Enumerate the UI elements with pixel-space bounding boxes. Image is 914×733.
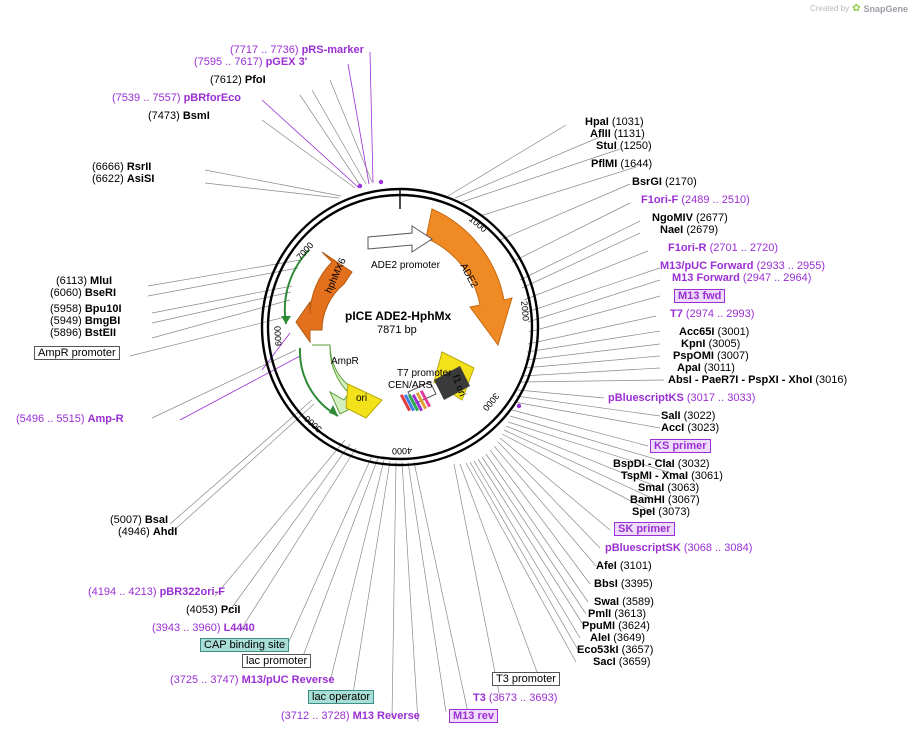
label-m13-rev[interactable] [449, 710, 498, 722]
label-m13-puc-forward[interactable] [660, 260, 825, 272]
label-cap-binding-site[interactable] [200, 639, 289, 651]
label-range: (3063) [667, 482, 700, 494]
label-range: (3022) [683, 410, 716, 422]
label-range: (1131) [613, 128, 645, 140]
label-name: BseRI [84, 287, 117, 299]
label-lac-operator[interactable] [308, 691, 374, 703]
label-name: AfeI [596, 560, 617, 572]
label-sali[interactable] [661, 410, 715, 422]
label-acc65i[interactable] [679, 326, 749, 338]
label-acci[interactable] [661, 422, 719, 434]
label-pmli[interactable] [588, 608, 646, 620]
label-name: M13 rev [449, 709, 498, 723]
label-range: (2933 .. 2955) [756, 260, 826, 272]
label-spei[interactable] [632, 506, 690, 518]
label-name: Amp-R [87, 413, 124, 425]
label-range: (5007) [110, 514, 142, 526]
label-range: (3657) [621, 644, 654, 656]
label-name: PciI [220, 604, 241, 616]
label-name: AsiSI [126, 173, 155, 185]
label-bstEII[interactable] [50, 327, 116, 339]
label-bsai[interactable] [110, 514, 168, 526]
label-range: (3016) [815, 374, 848, 386]
label-name: SwaI [594, 596, 620, 608]
label-name: PflMI [591, 158, 618, 170]
label-name: SalI [661, 410, 681, 422]
label-range: (3067) [667, 494, 700, 506]
feature-f1-ori: f1 ori [449, 373, 468, 399]
label-name: M13 Reverse [352, 710, 420, 722]
label-pbr322ori-f[interactable] [88, 586, 225, 598]
label-pfoi[interactable] [210, 74, 266, 86]
label-name: lac promoter [242, 654, 311, 668]
label-name: SacI [593, 656, 616, 668]
label-tspmi-xmai[interactable] [621, 470, 723, 482]
label-name: BspDI - ClaI [613, 458, 675, 470]
label-name: F1ori-R [668, 242, 707, 254]
label-name: KS primer [650, 439, 711, 453]
label-pbluescriptsk[interactable] [605, 542, 752, 554]
label-smai[interactable] [638, 482, 699, 494]
label-name: T7 [670, 308, 683, 320]
label-range: (3061) [691, 470, 723, 482]
feature-ade2: ADE2 [457, 261, 480, 290]
tick-2000: 2000 [519, 300, 531, 322]
label-pbluescriptks[interactable] [608, 392, 755, 404]
label-range: (1031) [611, 116, 644, 128]
label-range: (3005) [708, 338, 741, 350]
label-saci[interactable] [593, 656, 651, 668]
label-name: AmpR promoter [34, 346, 120, 360]
label-ngomiv[interactable] [652, 212, 728, 224]
feature-ampr: AmpR [331, 356, 359, 367]
label-range: (6666) [92, 161, 124, 173]
label-range: (3712 .. 3728) [281, 710, 350, 722]
label-ppumi[interactable] [582, 620, 650, 632]
label-range: (3624) [618, 620, 650, 632]
label-name: BsmI [182, 110, 210, 122]
tick-3000: 3000 [480, 391, 502, 413]
label-name: pGEX 3' [265, 56, 308, 68]
label-bspdi-clai[interactable] [613, 458, 710, 470]
feature-ade2-promoter: ADE2 promoter [371, 260, 440, 271]
label-l4440[interactable] [152, 622, 255, 634]
label-pflmi[interactable] [591, 158, 652, 170]
label-name: AbsI - PaeR7I - PspXI - XhoI [668, 374, 813, 386]
label-eco53ki[interactable] [577, 644, 653, 656]
label-mlui[interactable] [56, 275, 112, 287]
label-name: Acc65I [679, 326, 715, 338]
label-range: (3101) [619, 560, 652, 572]
label-name: BstEII [84, 327, 117, 339]
label-bamhi[interactable] [630, 494, 700, 506]
label-name: M13/pUC Reverse [241, 674, 335, 686]
label-name: L4440 [223, 622, 255, 634]
tick-6000: 6000 [272, 325, 284, 347]
label-range: (6622) [92, 173, 124, 185]
label-hpai[interactable] [585, 116, 644, 128]
label-kpni[interactable] [681, 338, 740, 350]
label-name: M13/pUC Forward [660, 260, 754, 272]
label-name: BmgBI [84, 315, 121, 327]
label-range: (2974 .. 2993) [685, 308, 755, 320]
feature-t7-promoter: T7 promoter [397, 368, 452, 379]
label-name: AleI [590, 632, 611, 644]
label-name: SmaI [638, 482, 665, 494]
label-name: AccI [661, 422, 685, 434]
label-name: BsrGI [632, 176, 662, 188]
label-name: StuI [596, 140, 617, 152]
label-ampr-promoter[interactable] [34, 347, 120, 359]
label-f1ori-f[interactable] [641, 194, 750, 206]
label-name: PfoI [244, 74, 266, 86]
label-bpu10i[interactable] [50, 303, 122, 315]
label-name: ApaI [677, 362, 701, 374]
label-range: (7539 .. 7557) [112, 92, 181, 104]
label-f1ori-r[interactable] [668, 242, 778, 254]
label-range: (1644) [620, 158, 653, 170]
label-t3-promoter[interactable] [492, 673, 560, 685]
label-name: AhdI [152, 526, 178, 538]
label-name: AflII [590, 128, 611, 140]
label-asisi[interactable] [92, 173, 154, 185]
tick-7000: 7000 [294, 240, 316, 262]
label-range: (6113) [56, 275, 87, 287]
label-bsmi[interactable] [148, 110, 210, 122]
label-range: (5896) [50, 327, 82, 339]
label-afei[interactable] [596, 560, 652, 572]
label-range: (3395) [620, 578, 653, 590]
label-range: (3943 .. 3960) [152, 622, 221, 634]
label-t3[interactable] [473, 692, 557, 704]
label-name: pBluescriptSK [605, 542, 681, 554]
label-name: M13 fwd [674, 289, 725, 303]
label-name: HpaI [585, 116, 609, 128]
label-name: SK primer [614, 522, 675, 536]
label-rsrii[interactable] [92, 161, 151, 173]
label-range: (3649) [613, 632, 646, 644]
label-range: (7612) [210, 74, 242, 86]
label-name: SpeI [632, 506, 656, 518]
label-range: (3001) [717, 326, 750, 338]
label-name: NgoMIV [652, 212, 693, 224]
label-range: (3659) [618, 656, 651, 668]
label-m13-fwd[interactable] [674, 290, 725, 302]
label-bseri[interactable] [50, 287, 116, 299]
label-name: pBR322ori-F [159, 586, 225, 598]
feature-ori: ori [356, 393, 368, 404]
label-bsrgi[interactable] [632, 176, 697, 188]
label-range: (2677) [696, 212, 728, 224]
label-range: (2947 .. 2964) [742, 272, 812, 284]
label-range: (2679) [686, 224, 719, 236]
label-sk-primer[interactable] [614, 523, 675, 535]
label-range: (1250) [619, 140, 652, 152]
label-name: lac operator [308, 690, 374, 704]
label-name: CAP binding site [200, 638, 289, 652]
label-alei[interactable] [590, 632, 645, 644]
label-name: pBluescriptKS [608, 392, 684, 404]
label-range: (3007) [717, 350, 749, 362]
label-naei[interactable] [660, 224, 718, 236]
label-range: (7473) [148, 110, 180, 122]
label-pbrforeco[interactable] [112, 92, 241, 104]
tick-1000: 1000 [467, 213, 489, 235]
label-name: PmlI [588, 608, 612, 620]
label-name: RsrII [126, 161, 152, 173]
plasmid-size: 7871 bp [377, 324, 417, 336]
label-stui[interactable] [596, 140, 652, 152]
label-name: Bpu10I [84, 303, 122, 315]
label-pspomi[interactable] [673, 350, 749, 362]
label-range: (3017 .. 3033) [686, 392, 756, 404]
label-ahdi[interactable] [118, 526, 177, 538]
label-name: BsaI [144, 514, 169, 526]
label-range: (2489 .. 2510) [681, 194, 750, 206]
label-name: TspMI - XmaI [621, 470, 689, 482]
label-name: PpuMI [582, 620, 615, 632]
label-range: (5949) [50, 315, 82, 327]
feature-cen-ars: CEN/ARS [388, 380, 433, 391]
label-pcii[interactable] [186, 604, 240, 616]
label-m13-reverse[interactable] [281, 710, 420, 722]
label-name: Eco53kI [577, 644, 619, 656]
label-range: (4194 .. 4213) [88, 586, 157, 598]
label-range: (3032) [677, 458, 710, 470]
label-name: PspOMI [673, 350, 714, 362]
label-range: (4946) [118, 526, 150, 538]
label-bmgbi[interactable] [50, 315, 120, 327]
label-range: (3023) [687, 422, 720, 434]
label-name: F1ori-F [641, 194, 679, 206]
label-range: (7717 .. 7736) [230, 44, 299, 56]
label-aflii[interactable] [590, 128, 645, 140]
label-m13-puc-reverse[interactable] [170, 674, 335, 686]
label-t7[interactable] [670, 308, 754, 320]
label-range: (5496 .. 5515) [16, 413, 85, 425]
credit-prefix: Created by [809, 4, 850, 13]
label-range: (3011) [703, 362, 735, 374]
label-name: pRS-marker [301, 44, 364, 56]
label-range: (5958) [50, 303, 82, 315]
label-range: (6060) [50, 287, 82, 299]
label-range: (3068 .. 3084) [683, 542, 753, 554]
label-apai[interactable] [677, 362, 735, 374]
label-ks-primer[interactable] [650, 440, 711, 452]
label-lac-promoter[interactable] [242, 655, 311, 667]
plasmid-name: pICE ADE2-HphMx [345, 309, 452, 323]
label-range: (2701 .. 2720) [709, 242, 779, 254]
label-range: (7595 .. 7617) [194, 56, 263, 68]
label-name: T3 promoter [492, 672, 560, 686]
snapgene-leaf-icon: ✿ [852, 3, 861, 14]
feature-hphmx6: hphMX6 [323, 256, 349, 296]
label-range: (3589) [622, 596, 654, 608]
label-name: pBRforEco [183, 92, 242, 104]
label-name: M13 Forward [672, 272, 740, 284]
label-m13-forward[interactable] [672, 272, 811, 284]
label-pgex-3[interactable] [194, 56, 307, 68]
tick-4000: 4000 [391, 445, 413, 457]
label-range: (3073) [658, 506, 691, 518]
label-swai[interactable] [594, 596, 654, 608]
label-range: (3613) [614, 608, 647, 620]
label-range: (3725 .. 3747) [170, 674, 239, 686]
label-name: NaeI [660, 224, 684, 236]
label-amp-r[interactable] [16, 413, 124, 425]
label-name: MluI [90, 275, 113, 287]
tick-5000: 5000 [302, 413, 324, 435]
label-absi-paer7i-pspxi-xhoi[interactable] [668, 374, 847, 386]
label-bbsi[interactable] [594, 578, 653, 590]
credit-brand: SnapGene [863, 3, 908, 14]
label-name: KpnI [681, 338, 706, 350]
label-prs-marker[interactable] [230, 44, 364, 56]
label-name: T3 [473, 692, 486, 704]
label-range: (4053) [186, 604, 218, 616]
label-name: BamHI [630, 494, 665, 506]
label-range: (3673 .. 3693) [488, 692, 558, 704]
label-range: (2170) [665, 176, 697, 188]
label-name: BbsI [594, 578, 618, 590]
